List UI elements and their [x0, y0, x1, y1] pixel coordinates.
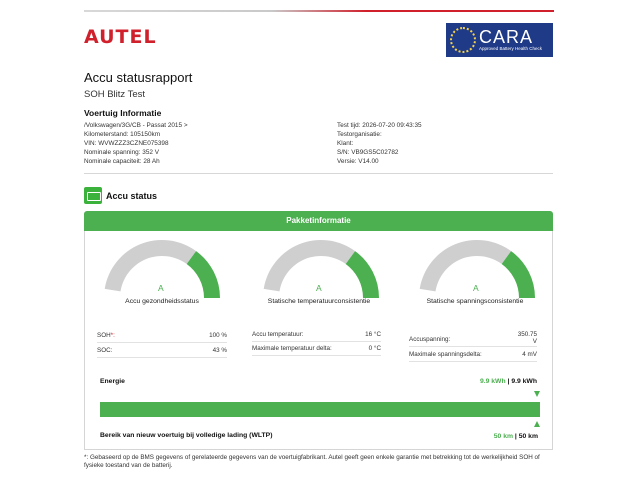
soc-row — [97, 345, 227, 358]
temperature-value: 16 °C — [365, 331, 381, 338]
max-voltage-delta-value: 4 mV — [522, 351, 537, 358]
gauge-track — [105, 240, 196, 291]
battery-icon — [84, 187, 102, 204]
soh-row — [97, 330, 227, 343]
gauge-track — [420, 240, 511, 291]
vehicle-info-left — [84, 121, 188, 166]
soc-key: SOC: — [97, 347, 113, 354]
eu-stars-icon — [450, 27, 476, 53]
gauge-temp-label: Statische temperatuurconsistentie — [267, 298, 371, 305]
soh-key: SOH — [97, 332, 111, 339]
energy-marker-icon — [534, 391, 540, 397]
gauge-track — [264, 240, 355, 291]
voltage-unit: V — [532, 338, 537, 345]
customer: Klant: — [337, 140, 354, 147]
max-voltage-delta-key: Maximale spanningsdelta: — [409, 351, 482, 358]
energy-total: 9.9 kWh — [511, 378, 537, 385]
vehicle-vin: VIN: WVWZZZ3CZNE075398 — [84, 140, 169, 147]
range-label: Bereik van nieuw voertuig bij volledige lading (WLTP) — [100, 432, 273, 439]
vehicle-mileage: Kilometerstand: 105150km — [84, 131, 161, 138]
energy-current: 9.9 kWh — [479, 378, 506, 385]
vehicle-model: /Volkswagen/3G/CB - Passat 2015 > — [84, 122, 188, 129]
gauge-soh-grade: A — [158, 283, 164, 293]
vehicle-info-right — [337, 121, 422, 166]
version: Versie: V14.00 — [337, 158, 379, 165]
gauge-fill — [187, 251, 220, 298]
gauge-soh-label: Accu gezondheidsstatus — [125, 298, 199, 305]
range-total: 50 km — [518, 433, 538, 440]
range-value — [494, 433, 538, 440]
max-temp-delta-row — [252, 343, 381, 356]
temperature-key: Accu temperatuur: — [252, 331, 304, 338]
footnote: *: Gebaseerd op de BMS gegevens of gerelateerde gegevens van de voertuigfabrikant. Autel geeft geen enkele garantie met betrekking tot de werkelijkheid SOH of fysieke toestand van de batterij. — [84, 454, 540, 469]
soh-value: 100 % — [209, 332, 227, 339]
gauge-fill — [502, 251, 535, 298]
cara-title: CARA — [479, 27, 534, 47]
energy-bar — [100, 402, 540, 417]
energy-bar-fill — [100, 402, 540, 417]
gauge-volt-grade: A — [473, 283, 479, 293]
vehicle-info-heading: Voertuig Informatie — [84, 108, 162, 118]
header-accent-line — [84, 10, 554, 12]
pack-info-header: Pakketinformatie — [84, 211, 553, 231]
vehicle-nominal-voltage: Nominale spanning: 352 V — [84, 149, 159, 156]
voltage-value: 350.75 — [517, 331, 537, 338]
energy-separator: | — [505, 378, 512, 385]
vehicle-nominal-capacity: Nominale capaciteit: 28 Ah — [84, 158, 160, 165]
range-marker-icon — [534, 421, 540, 427]
soc-value: 43 % — [212, 347, 227, 354]
temperature-row — [252, 329, 381, 342]
voltage-row — [409, 330, 537, 347]
max-voltage-delta-row — [409, 349, 537, 362]
range-separator: | — [513, 433, 519, 440]
autel-logo: AUTEL — [84, 26, 157, 48]
gauge-volt-label: Statische spanningsconsistentie — [426, 298, 524, 305]
energy-value — [480, 378, 537, 385]
gauge-temp-grade: A — [316, 283, 322, 293]
energy-label: Energie — [100, 378, 125, 385]
accu-status-title: Accu status — [106, 191, 158, 201]
soh-footnote-mark: *: — [110, 332, 115, 339]
cara-caption: Approved Battery Health Check — [479, 46, 543, 51]
test-organization: Testorganisatie: — [337, 131, 382, 138]
cara-badge — [446, 23, 553, 57]
serial-number: S/N: VB9GS5C02782 — [337, 149, 399, 156]
max-temp-delta-value: 0 °C — [368, 345, 381, 352]
report-title: Accu statusrapport — [84, 70, 193, 85]
range-current: 50 km — [493, 433, 514, 440]
test-time: Test tijd: 2026-07-20 09:43:35 — [337, 122, 422, 129]
gauge-fill — [346, 251, 379, 298]
report-subtitle: SOH Blitz Test — [84, 89, 146, 100]
max-temp-delta-key: Maximale temperatuur delta: — [252, 345, 332, 352]
section-divider — [84, 173, 553, 174]
voltage-key: Accuspanning: — [409, 336, 451, 343]
